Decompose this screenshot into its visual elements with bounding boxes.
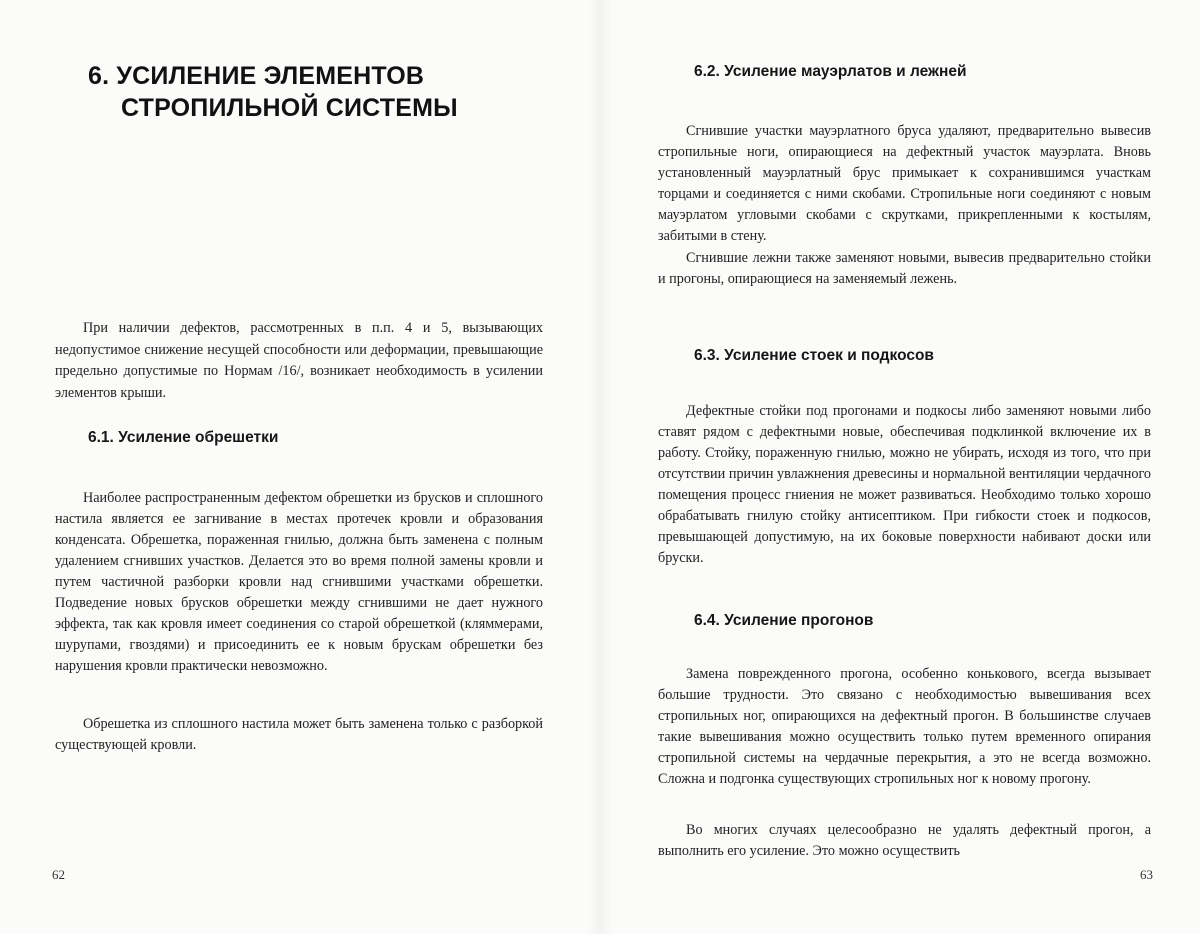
page-number-left: 62 [52, 867, 65, 882]
right-page [600, 0, 1200, 934]
section-6-2-paragraph-1: Сгнившие участки мауэрлатного бруса удаляют, предварительно вывесив стропильные ноги, опирающиеся на дефектный участок мауэрлата. Вновь установленный мауэрлатный брус примыкает к сохранившимся участкам торцами и соединяется с ними скобами. Стропильные ноги соединяют с новым мауэрлатом угловыми скобами с скрутками, прикрепленными к костылям, забитыми в стену. [658, 123, 1151, 244]
section-6-1-heading: 6.1. Усиление обрешетки [88, 429, 279, 446]
chapter-title [88, 60, 508, 124]
section-6-3-heading: 6.3. Усиление стоек и подкосов [694, 347, 934, 364]
section-6-3-paragraph-1: Дефектные стойки под прогонами и подкосы либо заменяют новыми либо ставят рядом с дефектными новые, обеспечивая подклинкой включение их в работу. Стойку, пораженную гнилью, можно не убирать, исходя из того, что при отсутствии причин увлажнения древесины и нормальной вентиляции чердачного помещения процесс гниения не может развиваться. Необходимо только хорошо обрабатывать гнилую стойку антисептиком. При гибкости стоек и подкосов, превышающей допустимую, на их боковые поверхности набивают доски или бруски. [658, 403, 1151, 566]
section-6-2-paragraph-2: Сгнившие лежни также заменяют новыми, вывесив предварительно стойки и прогоны, опирающиеся на заменяемый лежень. [658, 250, 1151, 287]
chapter-title-line-2: СТРОПИЛЬНОЙ СИСТЕМЫ [121, 94, 458, 122]
chapter-title-line-1: 6. УСИЛЕНИЕ ЭЛЕМЕНТОВ [88, 62, 425, 90]
intro-paragraph: При наличии дефектов, рассмотренных в п.п. 4 и 5, вызывающих недопустимое снижение несущей способности или деформации, превышающие предельно допустимые по Нормам /16/, возникает необходимость в усилении элементов крыши. [55, 320, 543, 401]
section-6-2-heading: 6.2. Усиление мауэрлатов и лежней [694, 63, 967, 80]
section-6-1-paragraph-2: Обрешетка из сплошного настила может быть заменена только с разборкой существующей кровли. [55, 716, 543, 753]
section-6-1-paragraph-1: Наиболее распространенным дефектом обрешетки из брусков и сплошного настила является ее загнивание в местах протечек кровли и образования конденсата. Обрешетка, пораженная гнилью, должна быть заменена с полным удалением сгнивших участков. Делается это во время полной замены кровли и путем частичной разборки кровли над сгнившими участками обрешетки. Подведение новых брусков обрешетки между сгнившими не дает нужного эффекта, так как кровля имеет соединения со старой обрешеткой (кляммерами, шурупами, гвоздями) и присоединить ее к новым брускам обрешетки без нарушения кровли практически невозможно. [55, 490, 543, 674]
section-6-4-paragraph-2: Во многих случаях целесообразно не удалять дефектный прогон, а выполнить его усиление. Это можно осуществить [658, 822, 1151, 859]
section-6-4-paragraph-1: Замена поврежденного прогона, особенно конькового, всегда вызывает большие трудности. Это связано с необходимостью вывешивания всех стропильных ног, опирающихся на дефектный прогон. В большинстве случаев такие вывешивания можно осуществить только путем временного опирания стропильной системы на чердачные перекрытия, а это не всегда возможно. Сложна и подгонка существующих стропильных ног к новому прогону. [658, 666, 1151, 787]
section-6-4-heading: 6.4. Усиление прогонов [694, 612, 874, 629]
page-number-right: 63 [1140, 867, 1153, 882]
